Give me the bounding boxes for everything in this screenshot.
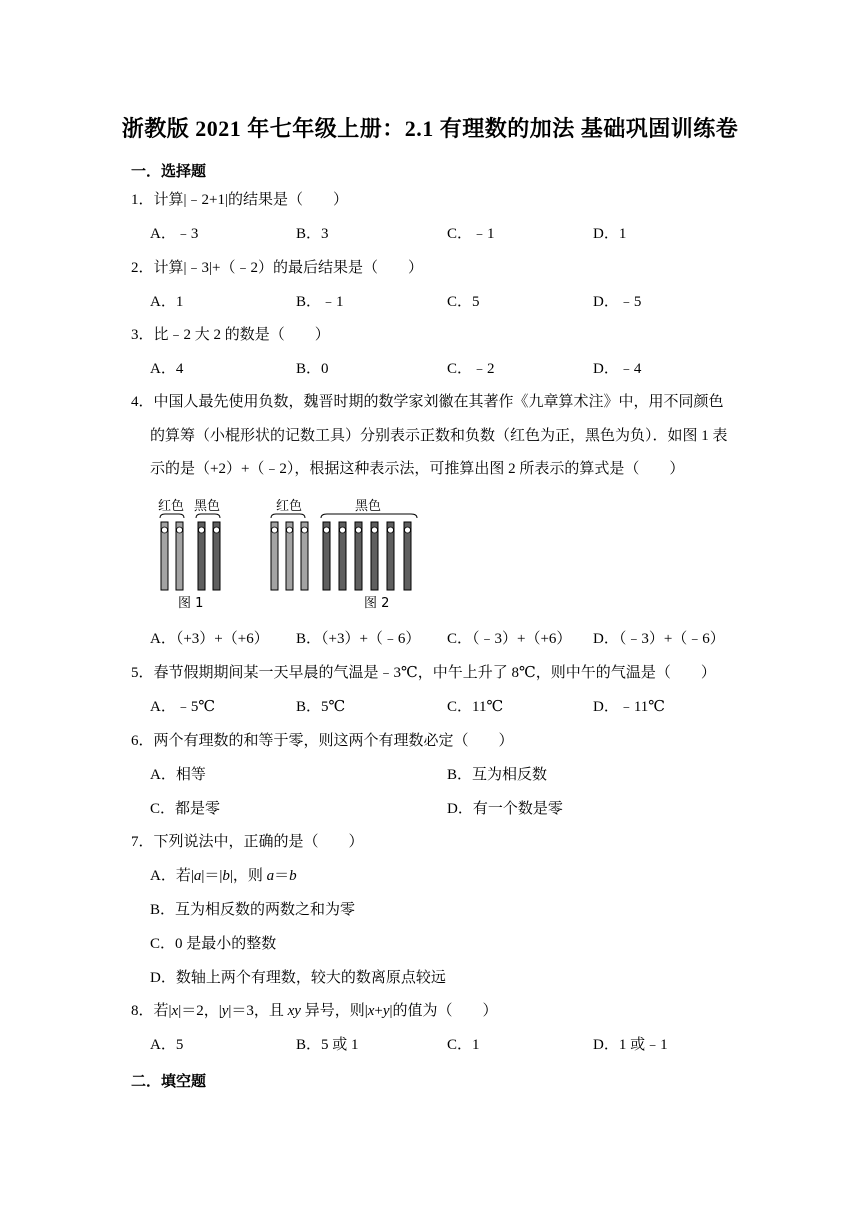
question-5-option-c: C．11℃ bbox=[447, 699, 504, 715]
fig2-red-brace bbox=[271, 514, 305, 518]
section-heading-fill: 二．填空题 bbox=[131, 1074, 207, 1090]
rod-hole bbox=[372, 527, 378, 533]
question-7-option-b: B．互为相反数的两数之和为零 bbox=[150, 902, 356, 918]
question-4-line-2: 的算筹（小棍形状的记数工具）分别表示正数和负数（红色为正，黑色为负）．如图 1 表 bbox=[150, 427, 728, 444]
counting-rods-figure bbox=[148, 494, 428, 621]
rod-hole bbox=[405, 527, 411, 533]
fig1-caption: 图 1 bbox=[178, 596, 204, 611]
rod-hole bbox=[302, 527, 308, 533]
question-6-stem: 6．两个有理数的和等于零，则这两个有理数必定（ ） bbox=[131, 733, 514, 749]
var-b: b bbox=[222, 868, 230, 884]
question-6-option-a: A．相等 bbox=[150, 767, 206, 783]
question-3-option-d: D．﹣4 bbox=[593, 361, 642, 377]
var-b: b bbox=[289, 868, 297, 884]
question-4-option-d: D．（﹣3）+（﹣6） bbox=[593, 631, 725, 647]
counting-rods-svg bbox=[148, 494, 428, 616]
text: |，则 bbox=[229, 868, 267, 884]
question-5-stem: 5．春节假期期间某一天早晨的气温是﹣3℃，中午上升了 8℃，则中午的气温是（ ） bbox=[131, 665, 716, 681]
question-3-stem: 3．比﹣2 大 2 的数是（ ） bbox=[131, 327, 330, 343]
rod-hole bbox=[324, 527, 330, 533]
fig2-rods bbox=[271, 522, 411, 590]
fig1-black-brace bbox=[196, 514, 220, 518]
text: A．若| bbox=[150, 868, 194, 884]
question-2-option-d: D．﹣5 bbox=[593, 294, 642, 310]
rod-hole bbox=[162, 527, 168, 533]
question-8-stem bbox=[131, 1001, 498, 1021]
question-6-option-b: B．互为相反数 bbox=[447, 767, 548, 783]
rod-hole bbox=[356, 527, 362, 533]
text: 异号，则| bbox=[300, 1003, 368, 1019]
question-1-option-b: B．3 bbox=[296, 226, 329, 242]
question-8-option-c: C．1 bbox=[447, 1037, 480, 1053]
question-5-option-b: B．5℃ bbox=[296, 699, 346, 715]
text: + bbox=[374, 1003, 383, 1019]
var-a: a bbox=[266, 868, 275, 884]
rod-hole bbox=[272, 527, 278, 533]
fig2-black-label: 黑色 bbox=[355, 499, 382, 514]
rod-hole bbox=[388, 527, 394, 533]
question-7-option-d: D．数轴上两个有理数，较大的数离原点较远 bbox=[150, 970, 446, 986]
question-2-option-b: B．﹣1 bbox=[296, 294, 344, 310]
fig1-rods bbox=[161, 522, 220, 590]
question-4-option-a: A．（+3）+（+6） bbox=[150, 631, 269, 647]
question-4-option-b: B．（+3）+（﹣6） bbox=[296, 631, 421, 647]
question-1-option-c: C．﹣1 bbox=[447, 226, 495, 242]
fig2-caption: 图 2 bbox=[364, 596, 390, 611]
question-3-option-a: A．4 bbox=[150, 361, 184, 377]
question-1-stem: 1．计算|﹣2+1|的结果是（ ） bbox=[131, 192, 348, 208]
question-2-stem: 2．计算|﹣3|+（﹣2）的最后结果是（ ） bbox=[131, 260, 423, 276]
var-xy: xy bbox=[287, 1003, 301, 1019]
var-x: x bbox=[171, 1003, 179, 1019]
fig2-black-brace bbox=[321, 514, 417, 518]
var-a: a bbox=[193, 868, 202, 884]
question-2-option-a: A．1 bbox=[150, 294, 184, 310]
question-5-option-d: D．﹣11℃ bbox=[593, 699, 666, 715]
question-7-option-c: C．0 是最小的整数 bbox=[150, 936, 277, 952]
question-3-option-b: B．0 bbox=[296, 361, 329, 377]
rod-hole bbox=[340, 527, 346, 533]
question-1-option-d: D．1 bbox=[593, 226, 627, 242]
question-4-line-1: 4．中国人最先使用负数，魏晋时期的数学家刘徽在其著作《九章算术注》中，用不同颜色 bbox=[131, 394, 724, 410]
text: ＝ bbox=[274, 868, 290, 884]
question-5-option-a: A．﹣5℃ bbox=[150, 699, 216, 715]
question-6-option-d: D．有一个数是零 bbox=[447, 801, 563, 817]
question-8-option-a: A．5 bbox=[150, 1037, 184, 1053]
var-y: y bbox=[221, 1003, 229, 1019]
rod-hole bbox=[199, 527, 205, 533]
rod-hole bbox=[177, 527, 183, 533]
question-8-option-d: D．1 或﹣1 bbox=[593, 1037, 668, 1053]
question-1-option-a: A．﹣3 bbox=[150, 226, 199, 242]
fig1-black-label: 黑色 bbox=[194, 499, 221, 514]
question-3-option-c: C．﹣2 bbox=[447, 361, 495, 377]
rod-hole bbox=[287, 527, 293, 533]
page-title: 浙教版 2021 年七年级上册：2.1 有理数的加法 基础巩固训练卷 bbox=[121, 116, 739, 141]
question-4-line-3: 示的是（+2）+（﹣2），根据这种表示法，可推算出图 2 所表示的算式是（ ） bbox=[150, 461, 685, 477]
text: |＝| bbox=[201, 868, 223, 884]
question-2-option-c: C．5 bbox=[447, 294, 480, 310]
fig2-red-label: 红色 bbox=[276, 499, 303, 514]
rod-hole bbox=[214, 527, 220, 533]
text: 8．若| bbox=[131, 1003, 172, 1019]
text: |的值为（ ） bbox=[389, 1003, 498, 1019]
question-4-option-c: C．（﹣3）+（+6） bbox=[447, 631, 572, 647]
fig1-red-brace bbox=[160, 514, 184, 518]
var-y: y bbox=[382, 1003, 390, 1019]
text: |＝2，| bbox=[178, 1003, 222, 1019]
section-heading-choice: 一．选择题 bbox=[131, 164, 207, 180]
question-6-option-c: C．都是零 bbox=[150, 801, 221, 817]
text: |＝3，且 bbox=[228, 1003, 288, 1019]
question-7-stem: 7．下列说法中，正确的是（ ） bbox=[131, 834, 364, 850]
question-7-option-a bbox=[150, 866, 297, 886]
var-x: x bbox=[367, 1003, 375, 1019]
question-4-stem bbox=[131, 386, 729, 487]
fig1-red-label: 红色 bbox=[158, 499, 185, 514]
question-8-option-b: B．5 或 1 bbox=[296, 1037, 359, 1053]
